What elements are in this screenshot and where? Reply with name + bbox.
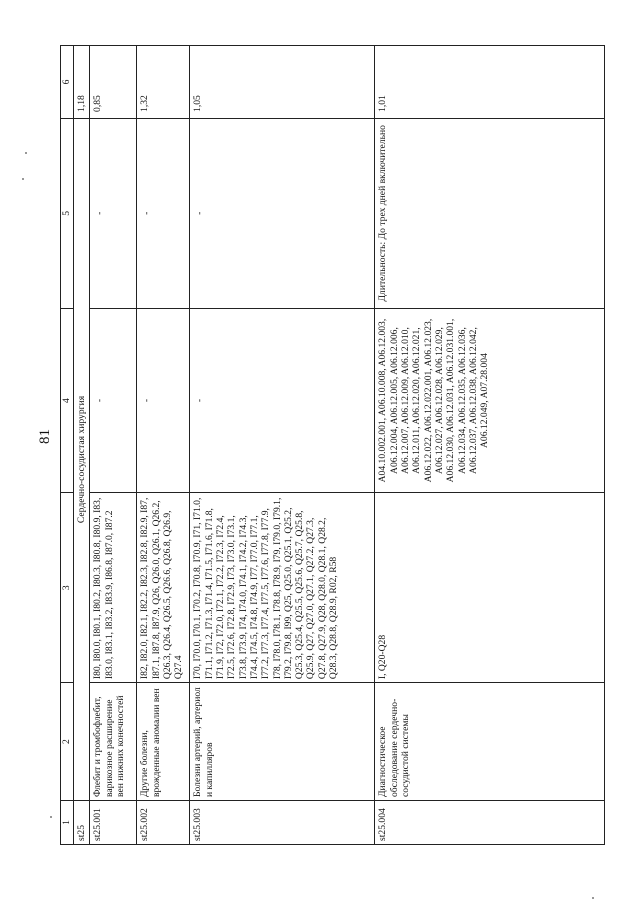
row-coef: 0,85 bbox=[90, 46, 137, 119]
table-row bbox=[190, 46, 375, 845]
row-code: st25.003 bbox=[190, 801, 375, 845]
row-other: Длительность: До трех дней включительно bbox=[375, 118, 605, 308]
col-header-2: 2 bbox=[61, 683, 74, 801]
col-header-3: 3 bbox=[61, 493, 74, 683]
row-name: Болезни артерий, артериол и капилляров bbox=[190, 683, 375, 801]
row-diagnoses: I82, I82.0, I82.1, I82.2, I82.3, I82.8, I82.9, I87, I87.1, I87.8, I87.9, Q26, Q26.0, Q26.1, Q26.2, Q26.3, Q26.4, Q26.5, Q26.6, Q26.8, Q26.9, Q27.4 bbox=[137, 493, 190, 683]
row-diagnoses: I, Q20-Q28 bbox=[375, 493, 605, 683]
rotated-table-container bbox=[60, 45, 620, 845]
scan-speck bbox=[22, 178, 24, 180]
row-code: st25.002 bbox=[137, 801, 190, 845]
row-name: Диагностическое обследование сердечно-сосудистой системы bbox=[375, 683, 605, 801]
scan-speck bbox=[25, 152, 27, 154]
row-services: - bbox=[190, 308, 375, 493]
section-row bbox=[74, 46, 90, 845]
col-header-1: 1 bbox=[61, 801, 74, 845]
table-row bbox=[90, 46, 137, 845]
row-services: - bbox=[90, 308, 137, 493]
col-header-6: 6 bbox=[61, 46, 74, 119]
tariff-table bbox=[60, 45, 605, 845]
row-coef: 1,01 bbox=[375, 46, 605, 119]
row-other: - bbox=[137, 118, 190, 308]
row-coef: 1,05 bbox=[190, 46, 375, 119]
row-other: - bbox=[190, 118, 375, 308]
scan-speck bbox=[50, 816, 52, 818]
page-number: 81 bbox=[37, 429, 53, 444]
table-row bbox=[375, 46, 605, 845]
row-coef: 1,32 bbox=[137, 46, 190, 119]
section-title: Сердечно-сосудистая хирургия bbox=[74, 118, 90, 800]
row-name: Другие болезни, врожденные аномалии вен bbox=[137, 683, 190, 801]
row-diagnoses: I70, I70.0, I70.1, I70.2, I70.8, I70.9, I71, I71.0, I71.1, I71.2, I71.3, I71.4, I71.5, I71.6, I71.8, I71.9, I72, I72.0, I72.1, I72.2, I72.3, I72.4, I72.5, I72.6, I72.8, I72.9, I73, I73.0, I73.1, I73.8, I73.9, I74, I74.0, I74.1, I74.2, I74.3, I74.4, I74.5, I74.8, I74.9, I77, I77.0, I77.1, I77.2, I77.3, I77.4, I77.5, I77.6, I77.8, I77.9, I78, I78.0, I78.1, I78.8, I78.9, I79, I79.0, I79.1, I79.2, I79.8, I99, Q25, Q25.0, Q25.1, Q25.2, Q25.3, Q25.4, Q25.5, Q25.6, Q25.7, Q25.8, Q25.9, Q27, Q27.0, Q27.1, Q27.2, Q27.3, Q27.8, Q27.9, Q28, Q28.0, Q28.1, Q28.2, Q28.3, Q28.8, Q28.9, R02, R58 bbox=[190, 493, 375, 683]
section-coef: 1,18 bbox=[74, 46, 90, 119]
row-other: - bbox=[90, 118, 137, 308]
row-name: Флебит и тромбофлебит, варикозное расширение вен нижних конечностей bbox=[90, 683, 137, 801]
row-code: st25.004 bbox=[375, 801, 605, 845]
col-header-4: 4 bbox=[61, 308, 74, 493]
row-diagnoses: I80, I80.0, I80.1, I80.2, I80.3, I80.8, I80.9, I83, I83.0, I83.1, I83.2, I83.9, I86.8, I87.0, I87.2 bbox=[90, 493, 137, 683]
section-code: st25 bbox=[74, 801, 90, 845]
col-header-5: 5 bbox=[61, 118, 74, 308]
table-row bbox=[137, 46, 190, 845]
scan-speck bbox=[592, 897, 594, 899]
header-row bbox=[61, 46, 74, 845]
row-code: st25.001 bbox=[90, 801, 137, 845]
row-services: A04.10.002.001, A06.10.008, A06.12.003, A06.12.004, A06.12.005, A06.12.006, A06.12.007, A06.12.009, A06.12.010, A06.12.011, A06.12.020, A06.12.021, A06.12.022, A06.12.022.001, A06.12.023, A06.12.027, A06.12.028, A06.12.029, A06.12.030, A06.12.031, A06.12.031.001, A06.12.034, A06.12.035, A06.12.036, A06.12.037, A06.12.038, A06.12.042, A06.12.049, A07.28.004 bbox=[375, 308, 605, 493]
row-services: - bbox=[137, 308, 190, 493]
